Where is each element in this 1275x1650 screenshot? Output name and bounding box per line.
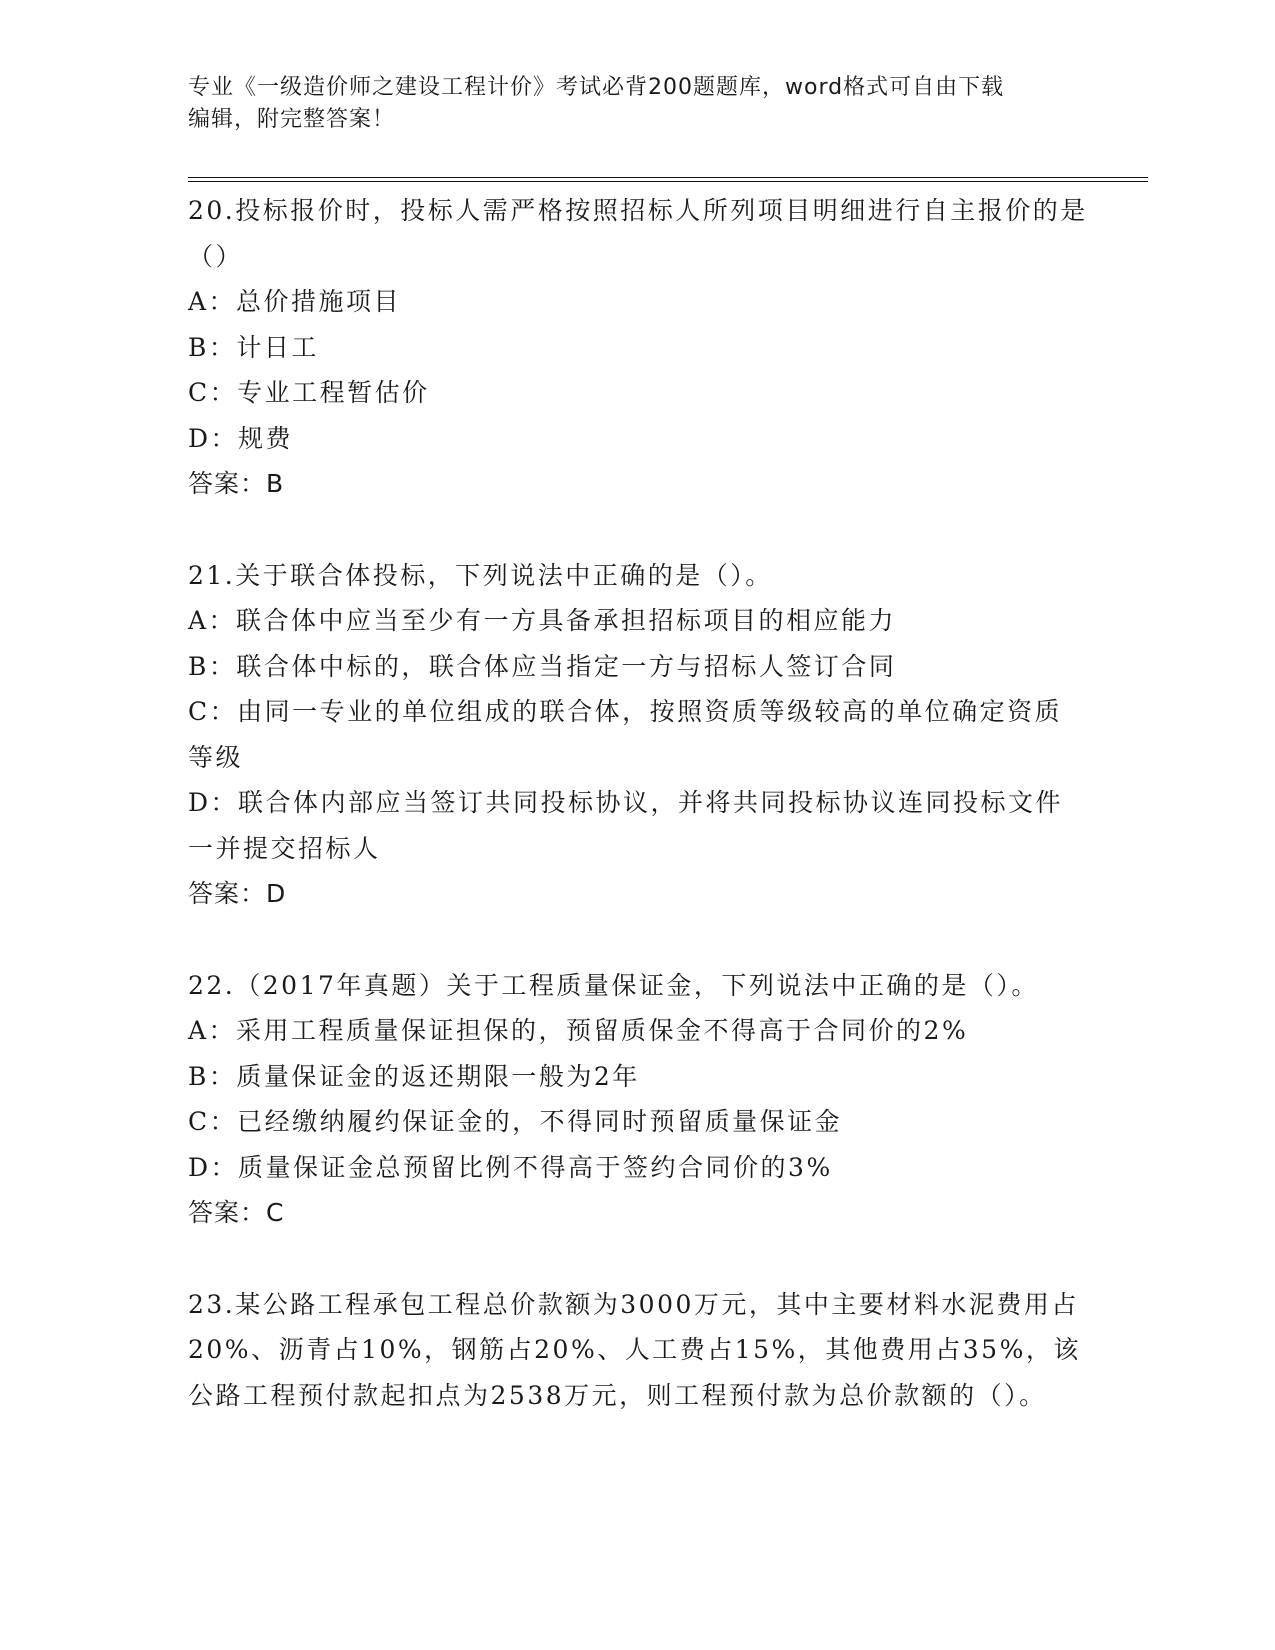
option-b: B：联合体中标的，联合体应当指定一方与招标人签订合同 — [188, 651, 897, 681]
header-line-2: 编辑，附完整答案！ — [188, 107, 396, 132]
answer: 答案：B — [188, 469, 285, 498]
question-21 — [188, 553, 1088, 917]
option-b: B：计日工 — [188, 332, 319, 362]
question-stem: 20.投标报价时，投标人需严格按照招标人所列项目明细进行自主报价的是（） — [188, 196, 1088, 271]
document-header — [188, 72, 1068, 136]
option-d: D：联合体内部应当签订共同投标协议，并将共同投标协议连同投标文件一并提交招标人 — [188, 788, 1064, 863]
question-20 — [188, 188, 1088, 507]
option-a: A：采用工程质量保证担保的，预留质保金不得高于合同价的2% — [188, 1016, 969, 1045]
header-divider — [188, 177, 1148, 182]
option-c: C：由同一专业的单位组成的联合体，按照资质等级较高的单位确定资质等级 — [188, 697, 1063, 772]
option-b: B：质量保证金的返还期限一般为2年 — [188, 1061, 640, 1091]
option-a: A：联合体中应当至少有一方具备承担招标项目的相应能力 — [188, 606, 897, 635]
option-d: D：规费 — [188, 423, 294, 453]
answer: 答案：C — [188, 1198, 285, 1227]
option-d: D：质量保证金总预留比例不得高于签约合同价的3% — [188, 1152, 833, 1182]
question-stem: 23.某公路工程承包工程总价款额为3000万元，其中主要材料水泥费用占20%、沥青占10%，钢筋占20%、人工费占15%，其他费用占35%，该公路工程预付款起扣点为2538万元，则工程预付款为总价款额的（）。 — [188, 1289, 1081, 1410]
question-stem: 22.（2017年真题）关于工程质量保证金，下列说法中正确的是（）。 — [188, 970, 1039, 1000]
question-23 — [188, 1282, 1088, 1419]
header-line-1: 专业《一级造价师之建设工程计价》考试必背200题题库，word格式可自由下载 — [188, 75, 1005, 100]
option-c: C：专业工程暂估价 — [188, 378, 430, 407]
question-list — [188, 188, 1088, 1464]
option-c: C：已经缴纳履约保证金的，不得同时预留质量保证金 — [188, 1107, 843, 1136]
answer: 答案：D — [188, 879, 287, 908]
question-22 — [188, 963, 1088, 1236]
option-a: A：总价措施项目 — [188, 287, 402, 316]
question-stem: 21.关于联合体投标，下列说法中正确的是（）。 — [188, 560, 773, 590]
